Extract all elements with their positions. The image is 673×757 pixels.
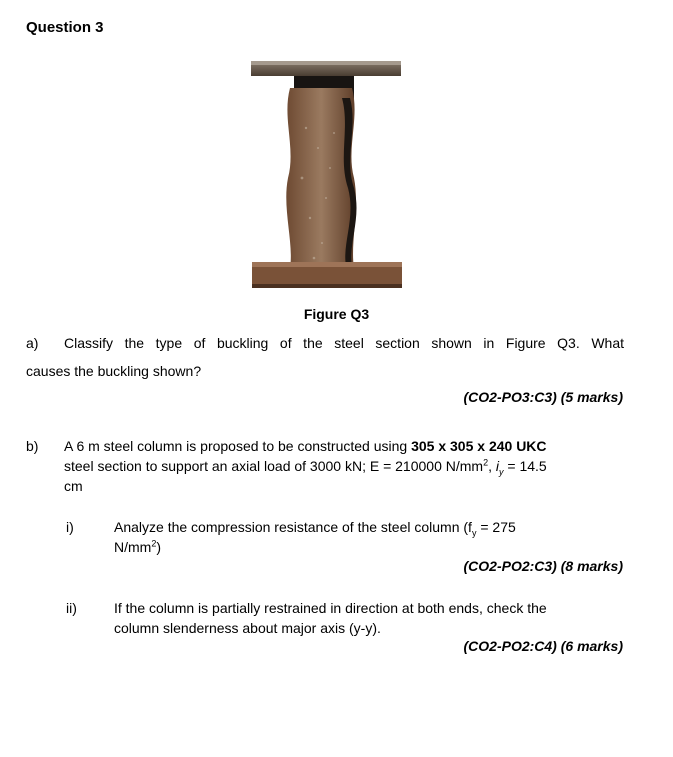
part-b-ii-question: If the column is partially restrained in direction at both ends, check the column slenderness about major axis (y-y). <box>114 600 547 636</box>
part-a-marks: (CO2-PO3:C3) (5 marks) <box>463 389 623 405</box>
part-b-i-question: Analyze the compression resistance of the steel column ($f_y = 275$ $N/mm^2$) <box>114 519 516 555</box>
part-b-line3: cm <box>64 478 83 494</box>
section-designation: 305 x 305 x 240 UKC <box>411 438 547 454</box>
figure-caption: Figure Q3 <box>303 306 370 322</box>
part-a-question-line2: causes the buckling shown? <box>26 363 202 379</box>
part-b-ii-marks: (CO2-PO2:C4) (6 marks) <box>463 638 623 654</box>
part-b-line2: steel section to support an axial load of 3000 kN; E = 210000 $N/mm^2$, $i_y = 14.5$ <box>64 457 547 477</box>
part-b-ii-label: ii) <box>66 600 77 616</box>
part-b-line1: A 6 m steel column is proposed to be constructed using 305 x 305 x 240 UKC <box>64 438 547 454</box>
part-a-question-line1: Classify the type of buckling of the steel section shown in Figure Q3. What <box>64 335 624 351</box>
buckled-steel-column-photo <box>246 58 406 294</box>
part-a-label: a) <box>26 335 39 351</box>
part-b-i-marks: (CO2-PO2:C3) (8 marks) <box>463 558 623 574</box>
part-b-label: b) <box>26 438 39 454</box>
question-title: Question 3 <box>26 19 104 36</box>
part-b-question <box>64 436 626 496</box>
part-b-i-label: i) <box>66 519 74 535</box>
